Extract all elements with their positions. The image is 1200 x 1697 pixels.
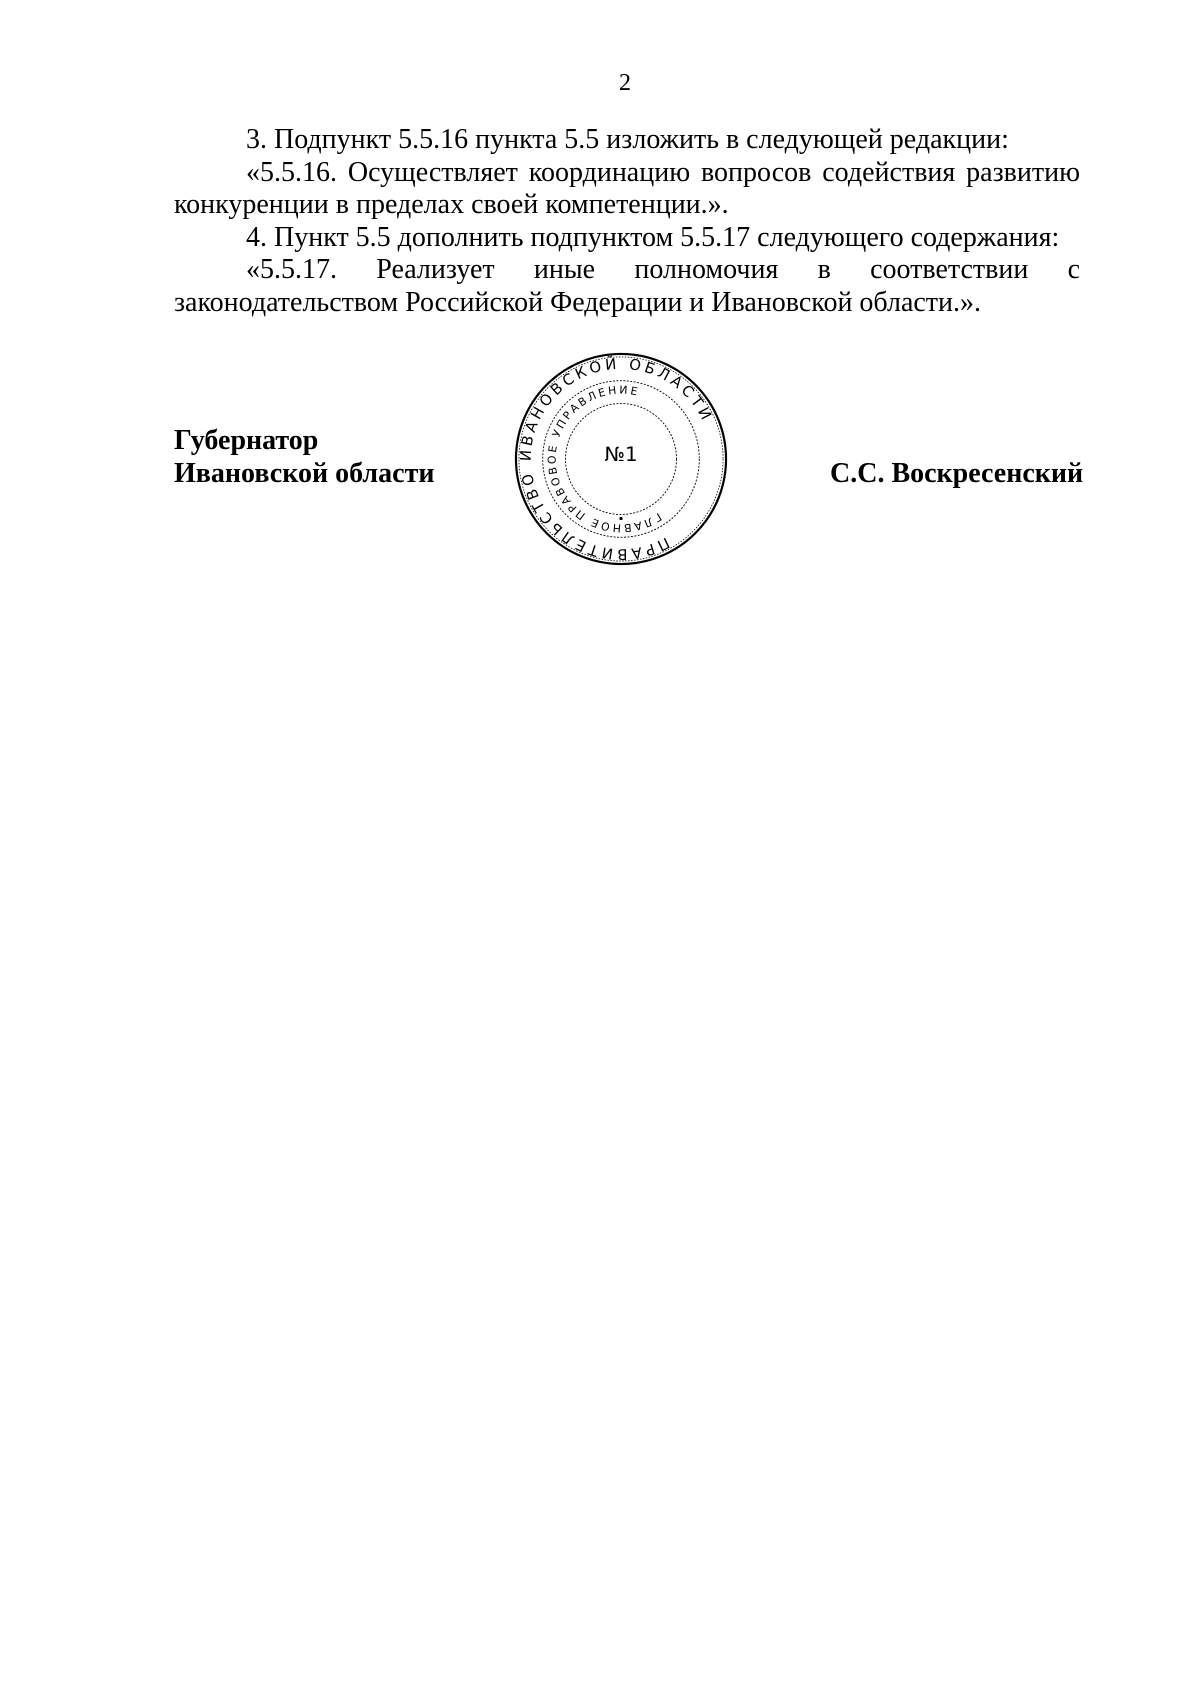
signatory-position-line-2: Ивановской области <box>174 458 435 489</box>
signatory-name: С.С. Воскресенский <box>830 458 1084 489</box>
official-seal <box>512 350 730 568</box>
seal-center-number: №1 <box>604 442 638 466</box>
signatory-position <box>174 424 434 490</box>
paragraph-quote-5-5-16: «5.5.16. Осуществляет координацию вопросов содействия развитию конкуренции в пределах своей компетенции.». <box>174 156 1080 220</box>
seal-inner-text: ГЛАВНОЕ ПРАВОВОЕ УПРАВЛЕНИЕ <box>545 383 664 535</box>
paragraph-item-4: 4. Пункт 5.5 дополнить подпунктом 5.5.17 следующего содержания: <box>246 221 1060 253</box>
document-body <box>174 124 1080 319</box>
paragraph-item-3: 3. Подпункт 5.5.16 пункта 5.5 изложить в следующей редакции: <box>246 124 1009 155</box>
seal-outer-text: ПРАВИТЕЛЬСТВО ИВАНОВСКОЙ ОБЛАСТИ <box>516 354 717 564</box>
signatory-position-line-1: Губернатор <box>174 425 319 456</box>
paragraph-quote-5-5-17: «5.5.17. Реализует иные полномочия в соответствии с законодательством Российской Федерации и Ивановской области.». <box>174 254 1080 318</box>
seal-stamp-icon <box>512 350 730 568</box>
page-number: 2 <box>619 70 631 96</box>
